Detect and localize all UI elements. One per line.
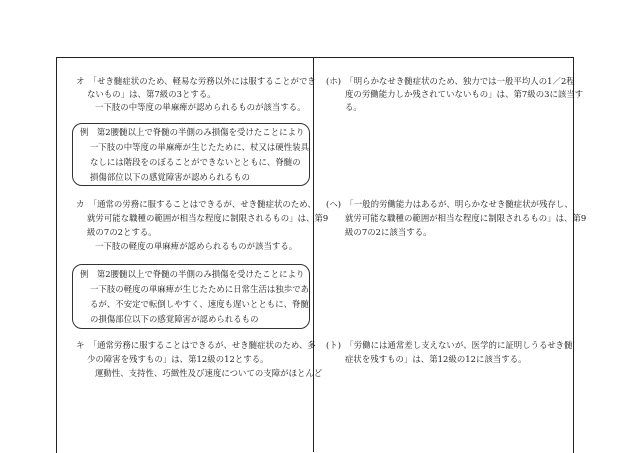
item-ki-line1: キ 「通常労務に服することはできるが、せき髄症状のため、多 [76, 340, 316, 350]
item-he-line1: (ヘ) 「一般的労働能力はあるが、明らかなせき髄症状が残存し、 [326, 199, 573, 209]
example-o-line3: なしには階段をのぼることができないとともに、脊髄の [90, 157, 301, 167]
item-ho-line1: (ホ) 「明らかなせき髄症状のため、独力では一般平均人の1／2程 [326, 76, 575, 86]
item-to-line1: (ト) 「労働には通常差し支えないが、医学的に証明しうるせき髄 [326, 340, 573, 350]
item-ki-line2: 少の障害を残すもの」は、第12級の12とする。 [87, 354, 269, 364]
item-to-line2: 症状を残すもの」は、第12級の12に該当する。 [345, 354, 527, 364]
item-he-line3: 級の7の2に該当する。 [345, 227, 432, 237]
item-ka-line1: カ 「通常の労務に服することはできるが、せき髄症状のため、 [76, 199, 316, 209]
example-ka-line2: 一下肢の軽度の単麻痺が生じたために日常生活は独歩であ [90, 284, 310, 294]
item-ho-line2: 度の労働能力しか残されていないもの」は、第7級の3に該当す [345, 89, 584, 99]
comparison-table [56, 57, 574, 453]
example-ka-line1: 例 第2腰髄以上で脊髄の半側のみ損傷を受けたことにより [80, 269, 305, 279]
example-o-line4: 損傷部位以下の感覚障害が認められるもの [90, 172, 251, 182]
item-ka-line4: 一下肢の軽度の単麻痺が認められるものが該当する。 [95, 241, 298, 251]
item-ho-line3: る。 [345, 102, 362, 112]
example-ka-line3: るが、不安定で転倒しやすく、速度も遅いとともに、脊髄 [90, 299, 309, 309]
example-o-line1: 例 第2腰髄以上で脊髄の半側のみ損傷を受けたことにより [80, 127, 305, 137]
item-o-line2: ないもの」は、第7級の3とする。 [87, 89, 216, 99]
item-he-line2: 就労可能な職種の範囲が相当な程度に制限されるもの」は、第9 [345, 213, 587, 223]
column-divider [313, 57, 314, 452]
example-ka-line4: の損傷部位以下の感覚障害が認められるもの [90, 314, 259, 324]
item-ki-line3: 運動性、支持性、巧緻性及び速度についての支障がほとんど [95, 368, 323, 378]
item-o-line3: 一下肢の中等度の単麻痺が認められるものが該当する。 [95, 102, 306, 112]
item-ka-line3: 級の7の2とする。 [87, 227, 157, 237]
example-o-line2: 一下肢の中等度の単麻痺が生じたために、杖又は硬性装具 [90, 142, 310, 152]
item-ka-line2: 就労可能な職種の範囲が相当な程度に制限されるもの」は、第9 [87, 213, 329, 223]
item-o-line1: オ 「せき髄症状のため、軽易な労務以外には服することができ [76, 76, 316, 86]
